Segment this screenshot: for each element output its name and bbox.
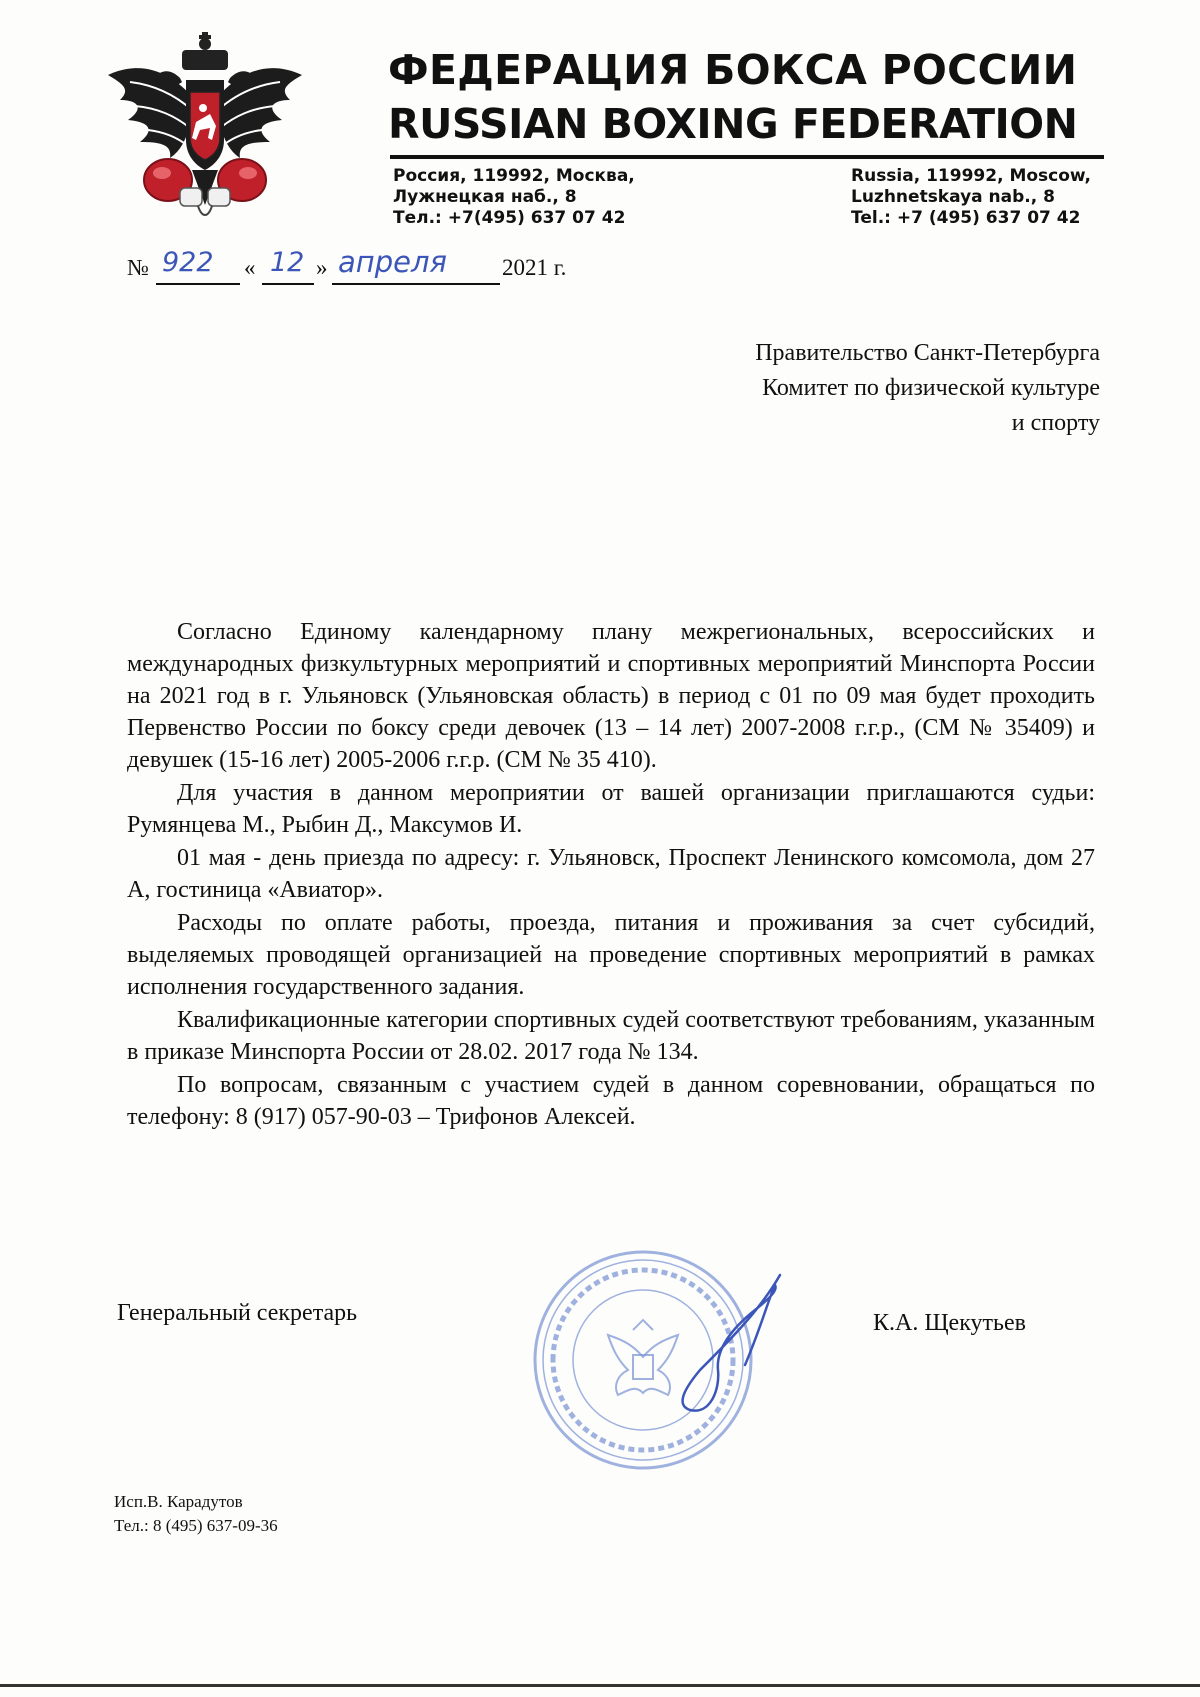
day-underline [262, 283, 314, 285]
number-underline [156, 283, 240, 285]
body-paragraph: Согласно Единому календарному плану межрегиональных, всероссийских и международных физкультурных мероприятий и спортивных мероприятий Минспорта России на 2021 год в г. Ульяновск (Ульяновская область) в период с 01 по 09 мая будет проходить Первенство России по боксу среди девочек (13 – 14 лет) 2007-2008 г.г.р., (СМ № 35409) и девушек (15-16 лет) 2005-2006 г.г.р. (СМ № 35 410). [127, 619, 1095, 773]
body-paragraph: Для участия в данном мероприятии от вашей организации приглашаются судьи: Румянцева М., Рыбин Д., Максумов И. [127, 780, 1095, 838]
body-paragraph: 01 мая - день приезда по адресу: г. Ульяновск, Проспект Ленинского комсомола, дом 27 А, гостиница «Авиатор». [127, 845, 1095, 903]
recipient-block [755, 336, 1100, 441]
executor-info [114, 1490, 278, 1538]
address-en-line: Tel.: +7 (495) 637 07 42 [851, 208, 1081, 228]
body-paragraph: Расходы по оплате работы, проезда, питания и проживания за счет субсидий, выделяемых проводящей организацией на проведение спортивных мероприятий в рамках исполнения государственного задания. [127, 910, 1095, 1000]
address-en-line: Russia, 119992, Moscow, [851, 166, 1092, 186]
handwritten-signature-icon [660, 1270, 800, 1420]
header-divider [390, 155, 1104, 159]
org-name-ru: ФЕДЕРАЦИЯ БОКСА РОССИИ [388, 46, 1078, 94]
month-underline [332, 283, 500, 285]
recipient-line: Комитет по физической культуре [762, 375, 1100, 401]
address-ru-line: Тел.: +7(495) 637 07 42 [393, 208, 626, 228]
recipient-line: Правительство Санкт-Петербурга [755, 340, 1100, 366]
registration-year: 2021 г. [502, 255, 567, 280]
address-en-line: Luzhnetskaya nab., 8 [851, 187, 1055, 207]
address-en [851, 166, 1091, 229]
registration-month: апреля [338, 245, 447, 279]
org-name-en: RUSSIAN BOXING FEDERATION [388, 100, 1078, 148]
executor-name: Исп.В. Карадутов [114, 1492, 243, 1511]
signer-title: Генеральный секретарь [117, 1300, 358, 1326]
number-sign: № [127, 255, 149, 280]
signer-name: К.А. Щекутьев [873, 1310, 1026, 1336]
letter-body [127, 616, 1095, 1134]
body-paragraph: По вопросам, связанным с участием судей в данном соревновании, обращаться по телефону: 8 (917) 057-90-03 – Трифонов Алексей. [127, 1072, 1095, 1130]
close-quote: » [316, 255, 328, 280]
body-paragraph: Квалификационные категории спортивных судей соответствуют требованиям, указанным в приказе Минспорта России от 28.02. 2017 года № 134. [127, 1007, 1095, 1065]
bottom-edge-line [0, 1684, 1200, 1687]
address-ru-line: Россия, 119992, Москва, [393, 166, 635, 186]
address-ru [393, 166, 635, 229]
registration-day: 12 [270, 247, 305, 278]
executor-phone: Тел.: 8 (495) 637-09-36 [114, 1516, 278, 1535]
address-ru-line: Лужнецкая наб., 8 [393, 187, 577, 207]
registration-number: 922 [162, 247, 214, 278]
recipient-line: и спорту [1011, 410, 1100, 436]
open-quote: « [244, 255, 256, 280]
federation-emblem-icon [100, 30, 310, 230]
